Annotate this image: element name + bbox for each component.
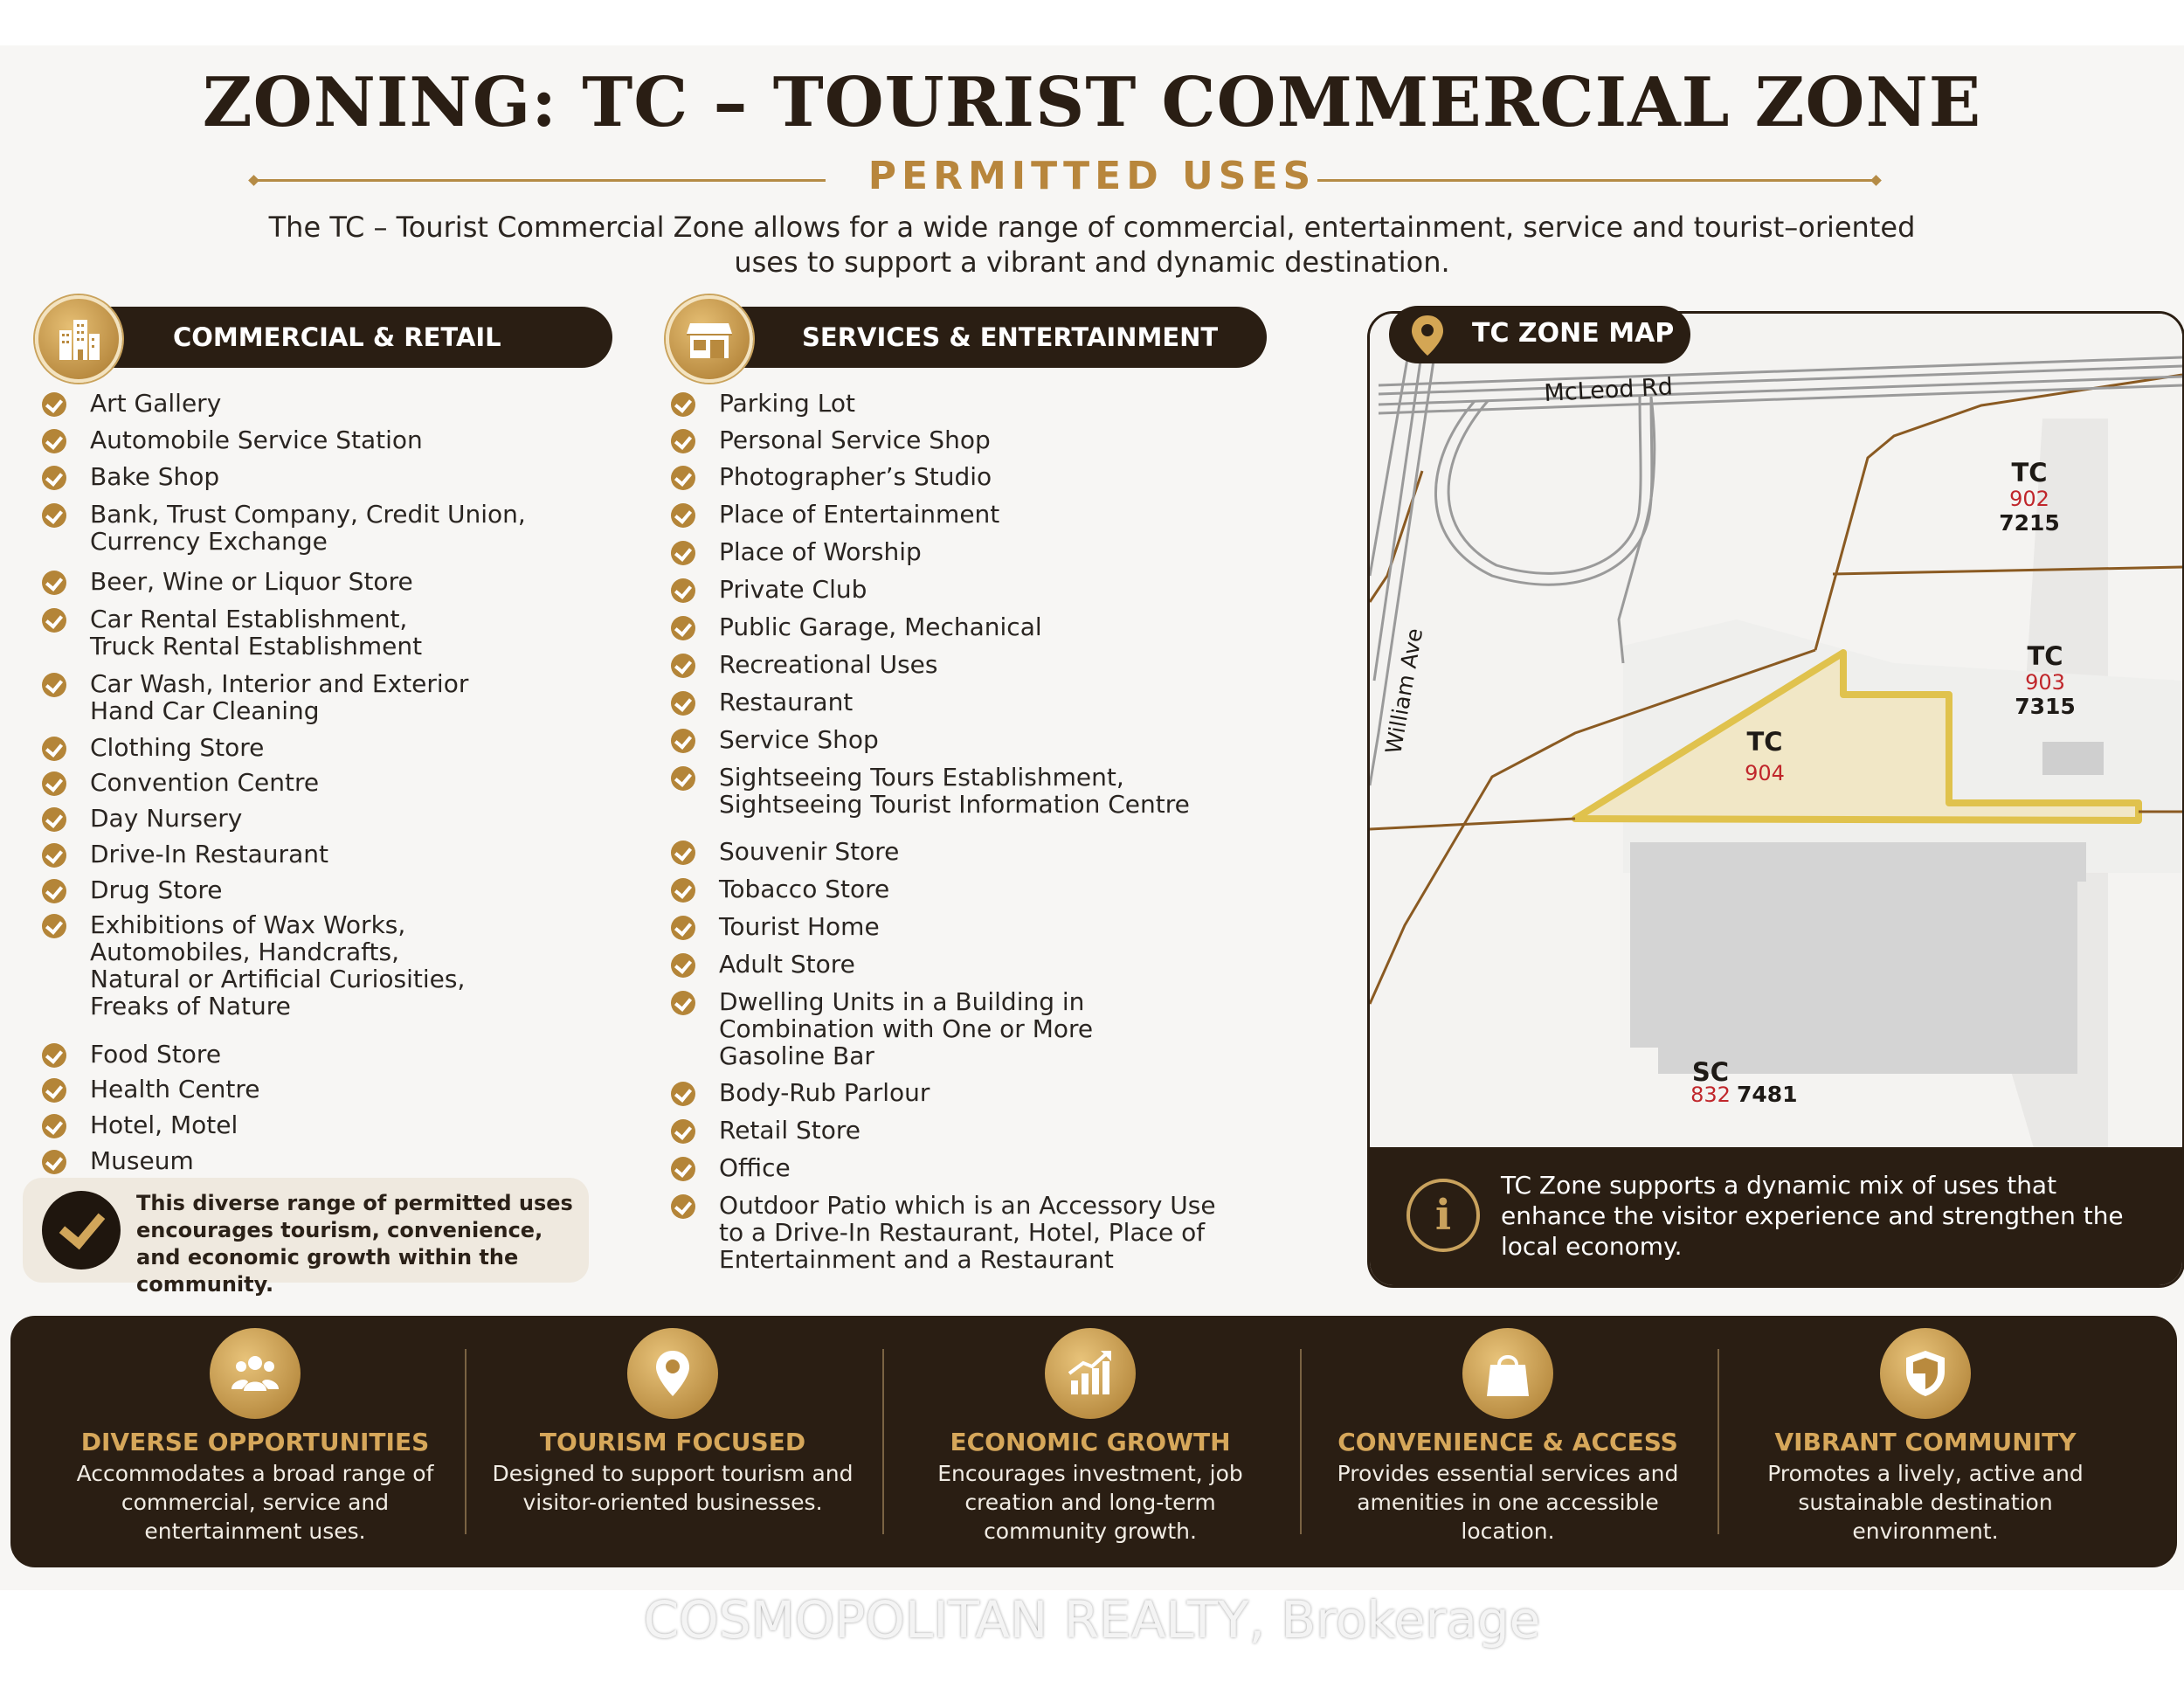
- list-item-label: Car Rental Establishment, Truck Rental Establishment: [90, 605, 423, 661]
- list-item-label: Tourist Home: [719, 912, 880, 941]
- parcel-code-label: 902: [2009, 487, 2049, 511]
- list-item: [42, 390, 221, 417]
- feature-title: CONVENIENCE & ACCESS: [1337, 1428, 1678, 1456]
- list-item: [671, 613, 1042, 640]
- check-icon: [42, 466, 66, 490]
- check-icon: [671, 503, 695, 528]
- list-item: [671, 764, 1190, 818]
- services-heading-label: SERVICES & ENTERTAINMENT: [802, 322, 1219, 352]
- list-item: [671, 1079, 930, 1106]
- road-label-william: William Ave: [1380, 626, 1428, 757]
- check-icon: [671, 616, 695, 640]
- feature-diverse: [45, 1316, 465, 1567]
- features-banner: [10, 1316, 2177, 1567]
- check-icon: [671, 1157, 695, 1181]
- list-item-label: Drug Store: [90, 875, 223, 904]
- map-pin-icon: [1408, 314, 1447, 357]
- check-icon: [42, 503, 66, 528]
- growth-chart-icon: [1045, 1328, 1136, 1419]
- feature-description: Accommodates a broad range of commercial, service and entertainment uses.: [76, 1461, 434, 1544]
- feature-title: DIVERSE OPPORTUNITIES: [80, 1428, 430, 1456]
- list-item: [42, 876, 223, 903]
- parcel-code-label: 904: [1745, 761, 1785, 785]
- list-item: [671, 838, 899, 865]
- services-heading: [697, 307, 1267, 368]
- list-item-label: Personal Service Shop: [719, 425, 991, 454]
- list-item-label: Tobacco Store: [719, 875, 890, 903]
- list-item-label: Beer, Wine or Liquor Store: [90, 567, 413, 596]
- people-icon: [210, 1328, 301, 1419]
- commercial-heading: [68, 307, 612, 368]
- check-icon: [671, 654, 695, 678]
- check-icon: [671, 466, 695, 490]
- list-item-label: Automobile Service Station: [90, 425, 423, 454]
- feature-description: Provides essential services and amenities in one accessible location.: [1337, 1461, 1679, 1544]
- building-block: [1630, 842, 2086, 1074]
- check-icon: [671, 541, 695, 565]
- check-icon: [671, 1082, 695, 1106]
- list-item-label: Service Shop: [719, 725, 879, 754]
- page-subtitle: PERMITTED USES: [867, 154, 1317, 198]
- building-icon: [35, 295, 122, 383]
- storefront-icon: [666, 295, 753, 383]
- parcel-code-label: 832: [1690, 1083, 1731, 1107]
- parcel-number-label: 7481: [1737, 1082, 1798, 1107]
- check-icon: [42, 879, 66, 903]
- check-icon: [42, 1150, 66, 1174]
- check-icon: [671, 841, 695, 865]
- list-item-label: Day Nursery: [90, 804, 243, 833]
- zone-map-card: [1367, 311, 2184, 1288]
- list-item-label: Dwelling Units in a Building in Combination with One or More Gasoline Bar: [719, 987, 1094, 1070]
- list-item: [671, 463, 992, 490]
- list-item: [42, 605, 422, 660]
- check-icon: [42, 1078, 66, 1103]
- info-icon: i: [1406, 1179, 1480, 1252]
- list-item-label: Museum: [90, 1146, 194, 1175]
- list-item-label: Public Garage, Mechanical: [719, 612, 1042, 641]
- feature-economic: [881, 1316, 1300, 1567]
- list-item: [42, 1147, 194, 1174]
- list-item-label: Place of Worship: [719, 537, 922, 566]
- check-icon: [42, 571, 66, 595]
- list-item: [42, 568, 413, 595]
- list-item-label: Restaurant: [719, 688, 854, 716]
- list-item: [671, 875, 889, 903]
- check-icon: [671, 691, 695, 716]
- list-item: [42, 911, 465, 1020]
- check-icon: [671, 729, 695, 753]
- list-item-label: Body-Rub Parlour: [719, 1078, 930, 1107]
- feature-description: Designed to support tourism and visitor-oriented businesses.: [492, 1461, 854, 1515]
- check-icon: [671, 392, 695, 417]
- list-item-label: Office: [719, 1153, 791, 1182]
- feature-title: VIBRANT COMMUNITY: [1774, 1428, 2077, 1456]
- list-item-label: Food Store: [90, 1040, 222, 1069]
- feature-title: TOURISM FOCUSED: [539, 1428, 806, 1456]
- check-icon: [42, 1114, 66, 1138]
- list-item: [671, 538, 922, 565]
- check-icon: [42, 1043, 66, 1068]
- list-item: [671, 726, 879, 753]
- parcel-number-label: 7215: [1999, 510, 2060, 536]
- list-item: [671, 688, 853, 716]
- check-circle-icon: [42, 1191, 121, 1269]
- page-title: ZONING: TC – TOURIST COMMERCIAL ZONE: [202, 63, 1982, 142]
- check-icon: [42, 771, 66, 796]
- watermark: COSMOPOLITAN REALTY, Brokerage: [643, 1590, 1541, 1650]
- zone-map: [1370, 314, 2182, 1148]
- shopping-bag-icon: [1462, 1328, 1553, 1419]
- parcel-zone-label: TC: [2027, 641, 2063, 671]
- summary-note: [23, 1178, 589, 1297]
- list-item-label: Photographer’s Studio: [719, 462, 992, 491]
- list-item-label: Parking Lot: [719, 389, 855, 418]
- check-icon: [42, 608, 66, 633]
- map-heading-label: TC ZONE MAP: [1472, 318, 1675, 349]
- list-item: [671, 426, 991, 453]
- list-item-label: Retail Store: [719, 1116, 861, 1145]
- list-item-label: Bank, Trust Company, Credit Union, Currency Exchange: [90, 500, 526, 556]
- list-item-label: Adult Store: [719, 950, 855, 979]
- feature-vibrant: [1716, 1316, 2135, 1567]
- summary-note-text: This diverse range of permitted uses encourages tourism, convenience, and economic growth within the community.: [136, 1191, 573, 1297]
- list-item-label: Exhibitions of Wax Works, Automobiles, Handcrafts, Natural or Artificial Curiosities, Freaks of Nature: [90, 910, 466, 1020]
- list-item-label: Car Wash, Interior and Exterior Hand Car Cleaning: [90, 669, 469, 725]
- check-icon: [671, 766, 695, 791]
- list-item: [671, 1154, 791, 1181]
- list-item: [671, 390, 855, 417]
- list-item: [42, 1076, 259, 1103]
- check-icon: [671, 429, 695, 453]
- check-icon: [42, 737, 66, 761]
- feature-tourism: [463, 1316, 882, 1567]
- list-item: [42, 426, 423, 453]
- feature-convenience: [1298, 1316, 1717, 1567]
- road-label-mcleod: McLeod Rd: [1543, 373, 1674, 407]
- parcel-zone-label: TC: [1746, 727, 1783, 757]
- list-item-label: Outdoor Patio which is an Accessory Use to a Drive-In Restaurant, Hotel, Place of Entertainment and a Restaurant: [719, 1191, 1216, 1274]
- check-icon: [671, 953, 695, 978]
- list-item: [42, 501, 526, 555]
- list-item-label: Drive-In Restaurant: [90, 840, 328, 868]
- list-item: [42, 463, 219, 490]
- list-item: [671, 501, 999, 528]
- list-item: [42, 670, 468, 724]
- list-item-label: Art Gallery: [90, 389, 222, 418]
- map-footer: [1370, 1147, 2182, 1285]
- list-item-label: Clothing Store: [90, 733, 265, 762]
- parcel-number-label: 7315: [2015, 694, 2076, 719]
- check-icon: [671, 991, 695, 1015]
- list-item-label: Health Centre: [90, 1075, 260, 1103]
- check-icon: [671, 1194, 695, 1219]
- list-item-label: Convention Centre: [90, 768, 320, 797]
- list-item: [42, 841, 328, 868]
- commercial-heading-label: COMMERCIAL & RETAIL: [173, 322, 501, 352]
- check-icon: [42, 392, 66, 417]
- list-item: [671, 951, 855, 978]
- location-pin-icon: [627, 1328, 718, 1419]
- check-icon: [671, 1119, 695, 1144]
- list-item: [671, 651, 937, 678]
- parcel-zone-label: SC: [1691, 1057, 1730, 1087]
- list-item-label: Sightseeing Tours Establishment, Sightseeing Tourist Information Centre: [719, 763, 1190, 819]
- list-item-label: Place of Entertainment: [719, 500, 1000, 529]
- check-icon: [42, 843, 66, 868]
- list-item-label: Private Club: [719, 575, 867, 604]
- list-item: [42, 1041, 221, 1068]
- check-icon: [671, 916, 695, 940]
- check-icon: [42, 914, 66, 938]
- list-item: [671, 576, 867, 603]
- list-item: [671, 1117, 860, 1144]
- list-item-label: Souvenir Store: [719, 837, 900, 866]
- list-item-label: Hotel, Motel: [90, 1110, 238, 1139]
- shield-icon: [1880, 1328, 1971, 1419]
- check-icon: [42, 429, 66, 453]
- check-icon: [671, 878, 695, 903]
- check-icon: [671, 578, 695, 603]
- list-item: [42, 769, 319, 796]
- list-item: [42, 805, 242, 832]
- list-item: [671, 1192, 1216, 1273]
- map-heading: [1389, 306, 1690, 363]
- feature-description: Promotes a lively, active and sustainable destination environment.: [1767, 1461, 2084, 1544]
- list-item: [671, 913, 880, 940]
- parcel-zone-label: TC: [2011, 458, 2048, 488]
- list-item: [671, 988, 1093, 1069]
- list-item: [42, 734, 264, 761]
- intro-text: The TC – Tourist Commercial Zone allows for a wide range of commercial, entertainment, service and tourist–oriented uses to support a vibrant and dynamic destination.: [268, 211, 1916, 279]
- feature-description: Encourages investment, job creation and long-term community growth.: [937, 1461, 1243, 1544]
- parcel-code-label: 903: [2025, 670, 2065, 695]
- list-item-label: Recreational Uses: [719, 650, 938, 679]
- feature-title: ECONOMIC GROWTH: [950, 1428, 1231, 1456]
- check-icon: [42, 807, 66, 832]
- map-footer-text: TC Zone supports a dynamic mix of uses that enhance the visitor experience and strengthen the local economy.: [1501, 1171, 2124, 1261]
- list-item: [42, 1111, 238, 1138]
- list-item-label: Bake Shop: [90, 462, 220, 491]
- check-icon: [42, 673, 66, 697]
